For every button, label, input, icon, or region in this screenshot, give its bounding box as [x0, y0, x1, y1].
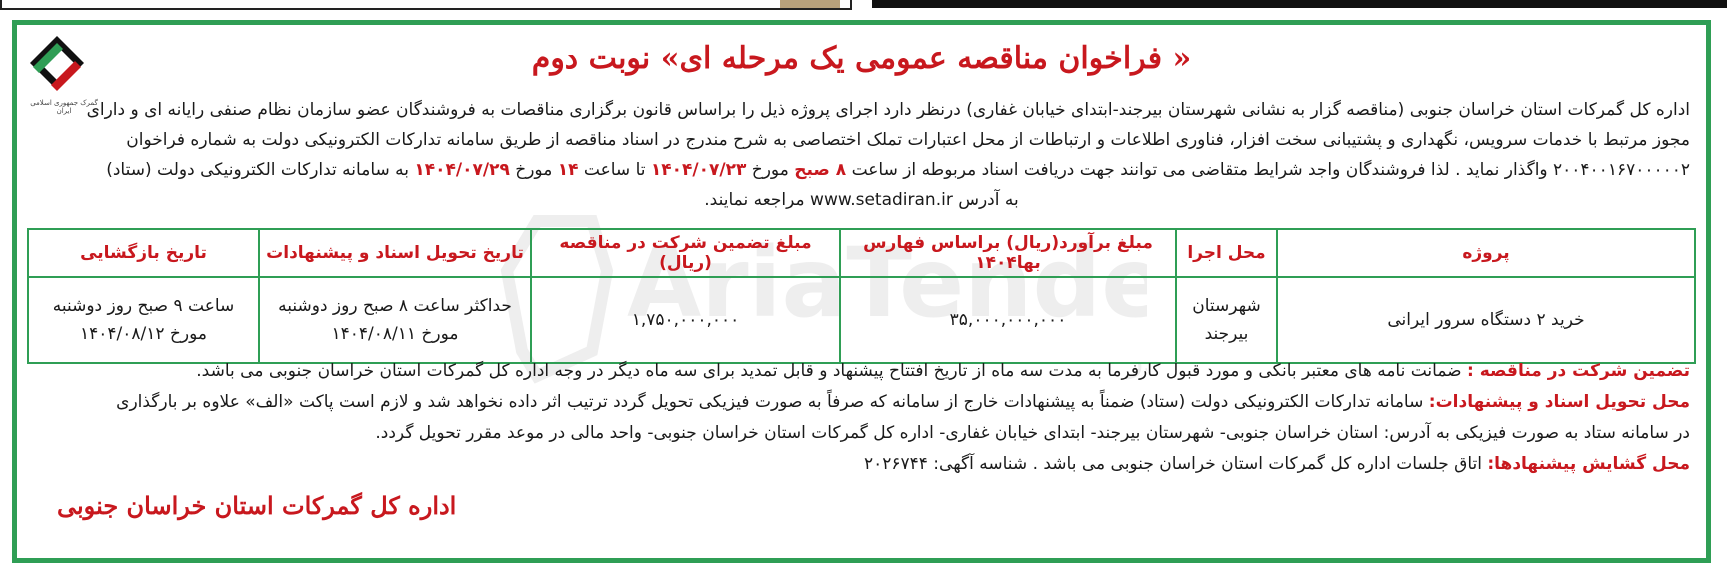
guarantee-note: [33, 356, 1690, 387]
cell-delivery: [259, 277, 531, 363]
notice-frame: [12, 20, 1711, 563]
table-row: [28, 277, 1695, 363]
cell-opening-line2: مورخ ۱۴۰۴/۰۸/۱۲: [80, 324, 207, 344]
guarantee-note-label: تضمین شرکت در مناقصه :: [1467, 361, 1690, 381]
cell-project: خرید ۲ دستگاه سرور ایرانی: [1277, 277, 1695, 363]
issuer-signature: اداره کل گمرکات استان خراسان جنوبی: [57, 491, 457, 520]
delivery-note: [33, 387, 1690, 418]
guarantee-note-text: ضمانت نامه های معتبر بانکی و مورد قبول کارفرما به مدت سه ماه از تاریخ افتتاح پیشنهاد و قابل تمدید برای سه ماه دیگر در وجه اداره کل گمرکات استان خراسان جنوبی می باشد.: [196, 361, 1462, 381]
table-header-row: [28, 229, 1695, 277]
delivery-note-cont: در سامانه ستاد به صورت فیزیکی به آدرس: استان خراسان جنوبی- شهرستان بیرجند- ابتدای خیابان غفاری- اداره کل گمرکات استان خراسان جنوبی- واحد مالی در موعد مقرر تحویل گردد.: [375, 423, 1690, 443]
cell-delivery-line2: مورخ ۱۴۰۴/۰۸/۱۱: [331, 324, 459, 344]
opening-note-label: محل گشایش پیشنهادها:: [1487, 454, 1690, 474]
header-guarantee: مبلغ تضمین شرکت در مناقصه (ریال): [531, 229, 840, 277]
opening-note: [33, 449, 1690, 480]
intro-paragraph: [33, 95, 1690, 215]
watermark-brand: AriaTende: [627, 227, 1147, 339]
intro-line-2: مجوز مرتبط با خدمات سرویس، نگهداری و پشتیبانی سخت افزار، فناوری اطلاعات و ارتباطات از محل اعتبارات تملک اختصاصی به شرح مندرج در اسناد مناقصه از طریق سامانه تدارکات الکترونیکی دولت به شماره فراخوان: [126, 130, 1690, 150]
notice-title: « فراخوان مناقصه عمومی یک مرحله ای» نوبت دوم: [531, 41, 1192, 76]
header-opening: تاریخ بازگشایی: [28, 229, 259, 277]
header-delivery: تاریخ تحویل اسناد و پیشنهادات: [259, 229, 531, 277]
top-left-box: [0, 0, 852, 10]
notice-content: [27, 31, 1696, 552]
watermark-tagline: ر: [1127, 340, 1144, 380]
line3-part2: مورخ: [751, 160, 789, 180]
opening-note-text: اتاق جلسات اداره کل گمرکات استان خراسان جنوبی می باشد . شناسه آگهی: ۲۰۲۶۷۴۴: [863, 454, 1482, 474]
cell-estimate: ۳۵,۰۰۰,۰۰۰,۰۰۰: [840, 277, 1176, 363]
doc-end-date: ۱۴۰۴/۰۷/۲۹: [414, 160, 510, 180]
cell-location: [1176, 277, 1277, 363]
top-strip: [0, 0, 1727, 14]
intro-line-4: [33, 185, 1690, 215]
header-estimate: مبلغ برآورد(ریال) براساس فهارس بها۱۴۰۴: [840, 229, 1176, 277]
intro-line-1: اداره کل گمرکات استان خراسان جنوبی (مناقصه گزار به نشانی شهرستان بیرجند-ابتدای خیابان غفاری) درنظر دارد اجرای پروژه ذیل را براساس قانون برگزاری مناقصات به فروشندگان عضو سازمان نظام صنفی رایانه ای و دارای: [86, 100, 1690, 120]
cell-opening: [28, 277, 259, 363]
line4-suffix: مراجعه نمایند.: [704, 190, 805, 210]
tender-table: [27, 228, 1696, 364]
doc-start-date: ۱۴۰۴/۰۷/۲۳: [650, 160, 747, 180]
line3-part3: تا ساعت: [583, 160, 646, 180]
intro-line-3: [33, 155, 1690, 185]
cell-location-line1: شهرستان: [1192, 296, 1261, 316]
logo-caption: گمرک جمهوری اسلامی ایران: [30, 99, 98, 115]
line3-part1: ۲۰۰۴۰۰۱۶۷۰۰۰۰۰۲ واگذار نماید . لذا فروشندگان واجد شرایط متقاضی می توانند جهت دریافت اسناد مربوطه از ساعت: [851, 160, 1690, 180]
notes-section: [33, 356, 1690, 480]
doc-start-hour: ۸ صبح: [794, 160, 847, 180]
line3-part4: مورخ: [515, 160, 553, 180]
setad-url-link[interactable]: www.setadiran.ir: [810, 190, 953, 210]
delivery-note-label: محل تحویل اسناد و پیشنهادات:: [1428, 392, 1690, 412]
cell-opening-line1: ساعت ۹ صبح روز دوشنبه: [52, 296, 235, 316]
cell-guarantee: ۱,۷۵۰,۰۰۰,۰۰۰: [531, 277, 840, 363]
line3-part5: به سامانه تدارکات الکترونیکی دولت (ستاد): [106, 160, 409, 180]
header-location: محل اجرا: [1176, 229, 1277, 277]
cell-location-line2: بیرجند: [1204, 324, 1249, 344]
header-project: پروژه: [1277, 229, 1695, 277]
top-gold-bar: [780, 0, 840, 8]
delivery-note-text1: سامانه تدارکات الکترونیکی دولت (ستاد) ضمناً به پیشنهادات خارج از سامانه که صرفاً به صورت فیزیکی تحویل گردد ترتیب اثر داده نخواهد شد و لازم است پاکت «الف» علاوه بر بارگذاری: [116, 392, 1424, 412]
doc-end-hour: ۱۴: [557, 160, 579, 180]
line4-prefix: به آدرس: [958, 190, 1019, 210]
cell-delivery-line1: حداکثر ساعت ۸ صبح روز دوشنبه: [278, 296, 512, 316]
top-right-bar: [872, 0, 1727, 8]
